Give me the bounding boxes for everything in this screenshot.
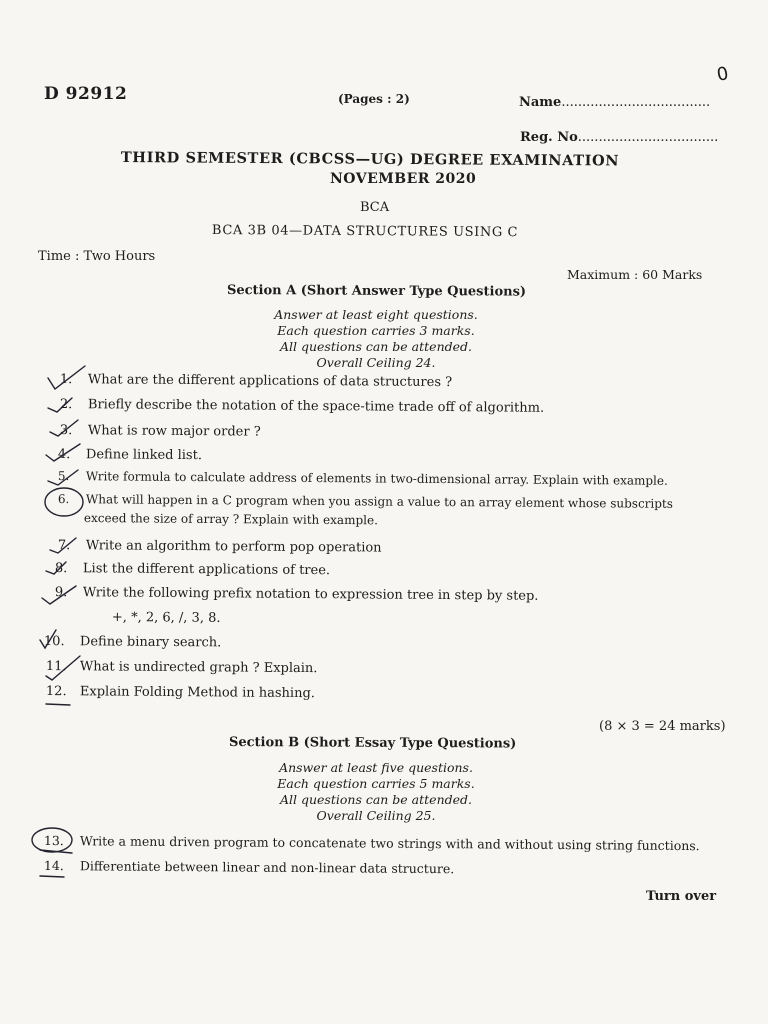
question-number: 13. xyxy=(43,833,64,849)
program-name: BCA xyxy=(360,200,390,215)
time-allowed: Time : Two Hours xyxy=(38,249,156,264)
question-text: Define linked list. xyxy=(85,447,203,464)
question-number: 1. xyxy=(59,372,73,388)
question-item xyxy=(44,634,222,650)
question-item xyxy=(55,561,330,578)
question-number: 6. xyxy=(57,492,70,507)
paper-title: BCA 3B 04—DATA STRUCTURES USING C xyxy=(211,223,519,241)
section-b-instruction: Answer at least five questions. xyxy=(279,760,473,775)
question-text: Explain Folding Method in hashing. xyxy=(79,684,316,702)
underline-mark-icon xyxy=(46,704,70,705)
question-continuation: exceed the size of array ? Explain with example. xyxy=(83,511,378,528)
question-item xyxy=(44,833,700,853)
underline-mark-icon xyxy=(40,850,72,853)
question-number: 9. xyxy=(54,585,68,601)
name-label: Name xyxy=(519,95,562,110)
question-item xyxy=(46,659,318,676)
section-a-instruction: Answer at least eight questions. xyxy=(274,307,478,322)
section-a-instruction: Each question carries 3 marks. xyxy=(277,323,475,338)
question-text: Differentiate between linear and non-linear data structure. xyxy=(79,858,455,877)
question-text: Write the following prefix notation to expression tree in step by step. xyxy=(82,585,539,604)
question-number: 3. xyxy=(59,423,73,439)
underline-mark-icon xyxy=(40,876,64,877)
question-item xyxy=(44,858,454,876)
question-item xyxy=(58,492,673,511)
page-count: (Pages : 2) xyxy=(338,92,410,106)
question-text: Briefly describe the notation of the space-time trade off of algorithm. xyxy=(87,397,545,416)
question-item xyxy=(58,447,202,463)
question-text: What are the different applications of data structures ? xyxy=(87,372,453,391)
maximum-marks: Maximum : 60 Marks xyxy=(567,267,703,282)
question-item xyxy=(60,397,544,416)
question-number: 4. xyxy=(57,447,71,463)
section-a-marks: (8 × 3 = 24 marks) xyxy=(599,719,726,734)
question-number: 7. xyxy=(57,538,71,554)
question-text: Write a menu driven program to concatenate two strings with and without using string functions. xyxy=(79,833,700,854)
section-a-instruction: All questions can be attended. xyxy=(279,339,473,354)
exam-month: NOVEMBER 2020 xyxy=(330,171,477,187)
question-text: Write formula to calculate address of elements in two-dimensional array. Explain with example. xyxy=(85,469,668,488)
question-number: 12. xyxy=(45,684,67,700)
question-number: 14. xyxy=(43,858,64,874)
question-number: 10. xyxy=(43,634,65,650)
section-a-instruction: Overall Ceiling 24. xyxy=(316,355,436,370)
name-dots: .................................... xyxy=(561,95,711,110)
question-text: What is row major order ? xyxy=(87,423,261,440)
question-number: 5. xyxy=(57,469,70,484)
section-a-heading: Section A (Short Answer Type Questions) xyxy=(226,283,527,300)
exam-title: THIRD SEMESTER (CBCSS—UG) DEGREE EXAMINATION xyxy=(120,149,620,170)
question-number: 2. xyxy=(59,397,73,413)
name-field xyxy=(519,95,710,110)
question-item xyxy=(60,372,452,390)
question-text: What will happen in a C program when you assign a value to an array element whose subscripts xyxy=(85,492,673,511)
question-text: List the different applications of tree. xyxy=(82,561,331,579)
question-number: 11. xyxy=(45,659,67,675)
section-b-instruction: All questions can be attended. xyxy=(279,792,473,807)
section-b-instruction: Overall Ceiling 25. xyxy=(316,808,436,823)
question-text: Write an algorithm to perform pop operation xyxy=(85,538,382,556)
reg-no-field xyxy=(520,130,718,145)
corner-handwritten-mark: 0 xyxy=(715,63,731,86)
reg-no-dots: .................................. xyxy=(577,130,719,145)
question-text: Define binary search. xyxy=(79,634,222,651)
paper-code: D 92912 xyxy=(44,84,128,104)
question-text: What is undirected graph ? Explain. xyxy=(79,659,318,677)
question-item xyxy=(58,538,382,556)
question-item xyxy=(55,585,539,604)
reg-no-label: Reg. No xyxy=(520,130,578,145)
question-item xyxy=(60,423,261,440)
turn-over-note: Turn over xyxy=(646,889,717,904)
section-b-instruction: Each question carries 5 marks. xyxy=(277,776,475,791)
question-item xyxy=(58,469,668,488)
question-continuation: +, *, 2, 6, /, 3, 8. xyxy=(111,610,221,626)
question-number: 8. xyxy=(54,561,68,577)
section-b-heading: Section B (Short Essay Type Questions) xyxy=(228,735,517,752)
question-item xyxy=(46,684,315,701)
